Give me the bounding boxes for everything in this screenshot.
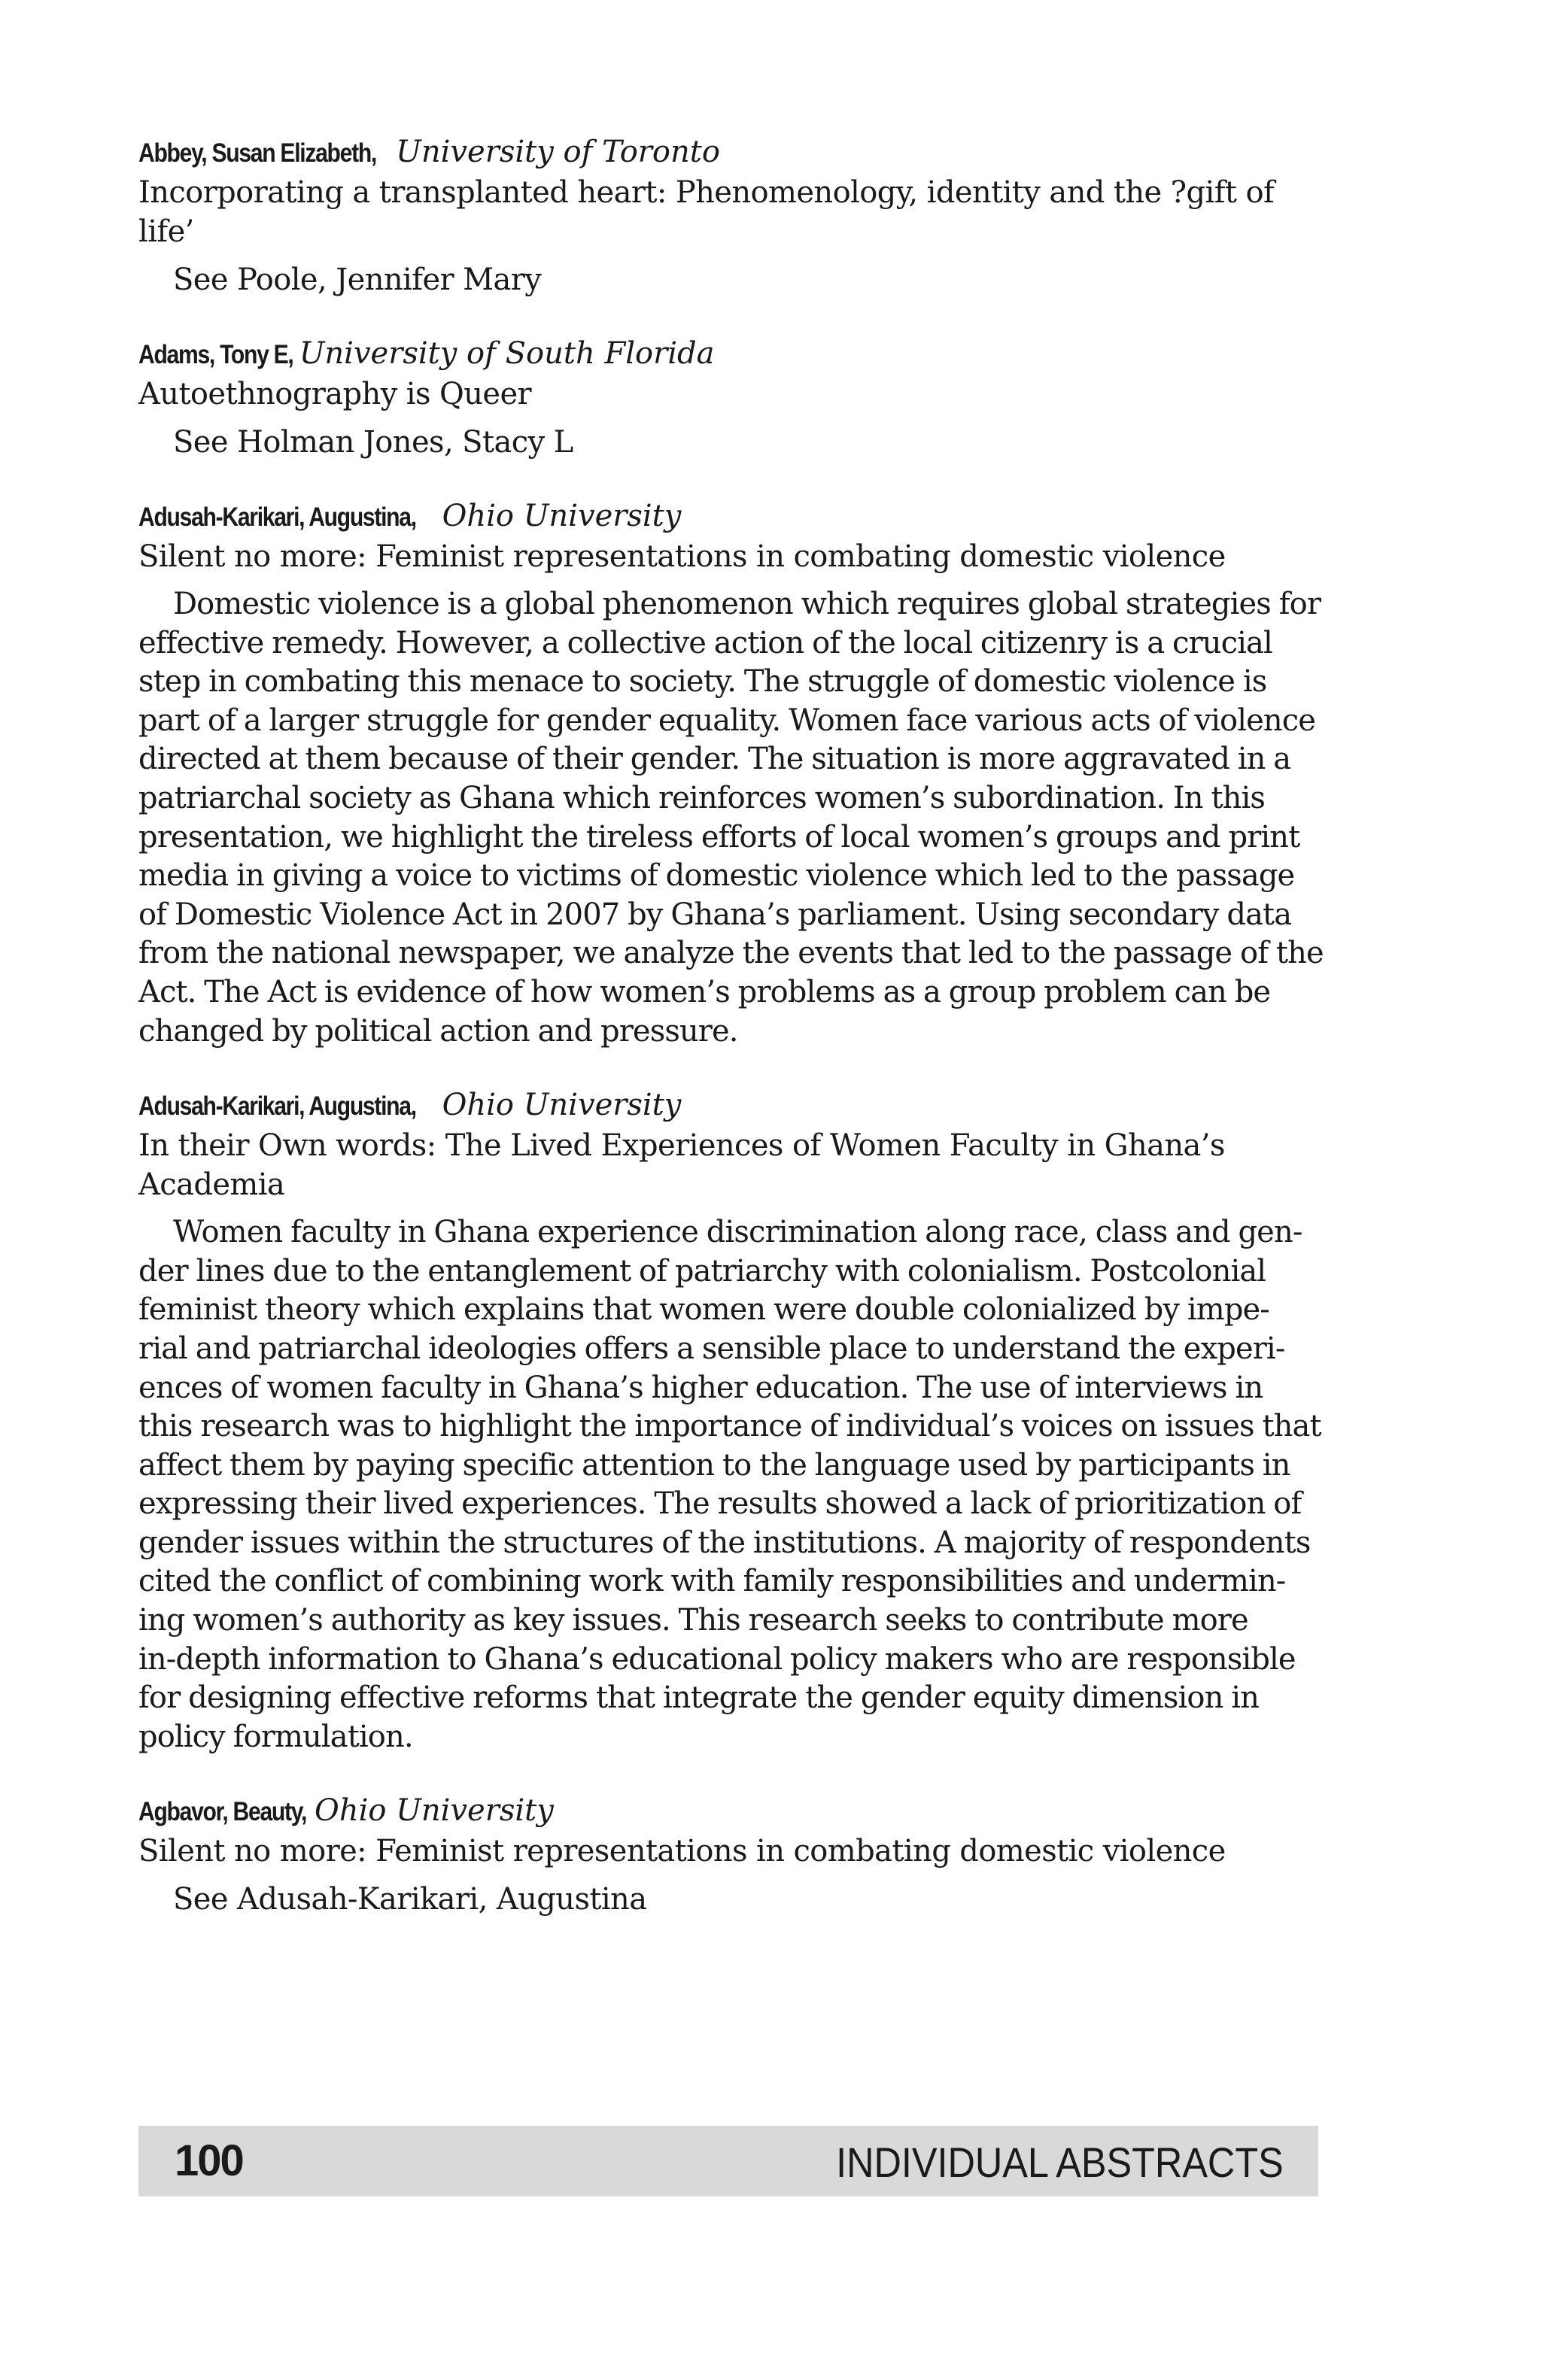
abstract-line: cited the conflict of combining work with family responsibilities and undermin- xyxy=(138,1564,1286,1599)
abstract-line: patriarchal society as Ghana which reinforces women’s subordination. In this xyxy=(138,780,1266,815)
abstract-line: presentation, we highlight the tireless efforts of local women’s groups and print xyxy=(138,819,1300,855)
abstract-line: effective remedy. However, a collective action of the local citizenry is a crucial xyxy=(138,625,1272,660)
abstract-entry xyxy=(138,496,1324,1051)
abstract-line: Women faculty in Ghana experience discrimination along race, class and gen- xyxy=(173,1215,1302,1250)
entry-heading xyxy=(138,1791,1320,1832)
abstract-title: Autoethnography is Queer xyxy=(138,377,532,411)
abstract-entry xyxy=(138,334,1320,462)
abstract-line: rial and patriarchal ideologies offers a sensible place to understand the experi- xyxy=(138,1331,1285,1366)
abstract-line: gender issues within the structures of the institutions. A majority of respondents xyxy=(138,1525,1311,1560)
abstract-line: changed by political action and pressure. xyxy=(138,1013,738,1049)
entry-heading xyxy=(138,496,1320,537)
abstract-entry xyxy=(138,1085,1320,1756)
entry-heading xyxy=(138,1085,1320,1126)
page-number: 100 xyxy=(175,2136,243,2185)
abstract-title: Incorporating a transplanted heart: Phenomenology, identity and the ?gift of life’ xyxy=(138,175,1275,249)
abstract-title: Silent no more: Feminist representations in combating domestic violence xyxy=(138,1834,1226,1869)
abstracts-page xyxy=(138,132,1324,1953)
author-name: Adams, Tony E, xyxy=(138,340,293,369)
author-affiliation: University of Toronto xyxy=(396,135,720,169)
abstract-line: from the national newspaper, we analyze the events that led to the passage of the xyxy=(138,936,1324,971)
abstract-line: ing women’s authority as key issues. This research seeks to contribute more xyxy=(138,1603,1248,1638)
author-name: Abbey, Susan Elizabeth, xyxy=(138,138,376,168)
author-name: Agbavor, Beauty, xyxy=(138,1797,307,1827)
abstract-entry xyxy=(138,132,1320,299)
abstract-line: in-depth information to Ghana’s educational policy makers who are responsible xyxy=(138,1641,1296,1677)
abstract-line: policy formulation. xyxy=(138,1719,413,1754)
abstract-title: Silent no more: Feminist representations in combating domestic violence xyxy=(138,539,1226,574)
author-name: Adusah-Karikari, Augustina, xyxy=(138,502,416,532)
abstract-line: directed at them because of their gender. The situation is more aggravated in a xyxy=(138,742,1291,777)
author-affiliation: Ohio University xyxy=(315,1793,554,1829)
author-affiliation: University of South Florida xyxy=(299,336,715,371)
abstract-line: feminist theory which explains that women were double colonialized by impe- xyxy=(138,1292,1269,1328)
cross-reference: See Holman Jones, Stacy L xyxy=(173,425,573,460)
author-affiliation: Ohio University xyxy=(442,1088,682,1123)
abstract-body xyxy=(138,585,1324,1051)
abstract-line: for designing effective reforms that integrate the gender equity dimension in xyxy=(138,1680,1260,1716)
abstract-title: In their Own words: The Lived Experiences of Women Faculty in Ghana’s Academia xyxy=(138,1128,1225,1203)
abstract-line: Domestic violence is a global phenomenon which requires global strategies for xyxy=(173,587,1321,621)
cross-reference: See Adusah-Karikari, Augustina xyxy=(173,1882,647,1917)
abstract-line: expressing their lived experiences. The results showed a lack of prioritization of xyxy=(138,1486,1302,1522)
abstract-line: part of a larger struggle for gender equality. Women face various acts of violence xyxy=(138,703,1316,738)
author-affiliation: Ohio University xyxy=(442,499,682,533)
abstract-line: ences of women faculty in Ghana’s higher education. The use of interviews in xyxy=(138,1370,1263,1405)
abstract-line: this research was to highlight the importance of individual’s voices on issues that xyxy=(138,1409,1321,1444)
entry-heading xyxy=(138,132,1320,173)
abstract-body xyxy=(138,1213,1320,1756)
page-footer xyxy=(138,2126,1318,2196)
abstract-line: affect them by paying specific attention to the language used by participants in xyxy=(138,1447,1290,1483)
abstract-line: Act. The Act is evidence of how women’s problems as a group problem can be xyxy=(138,974,1271,1009)
abstract-line: of Domestic Violence Act in 2007 by Ghana’s parliament. Using secondary data xyxy=(138,897,1292,932)
abstract-line: media in giving a voice to victims of domestic violence which led to the passage xyxy=(138,858,1295,894)
abstract-line: step in combating this menace to society. The struggle of domestic violence is xyxy=(138,664,1267,700)
section-label: INDIVIDUAL ABSTRACTS xyxy=(836,2139,1284,2186)
author-name: Adusah-Karikari, Augustina, xyxy=(138,1091,416,1122)
abstract-entry xyxy=(138,1791,1320,1919)
abstract-line: der lines due to the entanglement of patriarchy with colonialism. Postcolonial xyxy=(138,1253,1266,1289)
entry-heading xyxy=(138,334,1320,375)
cross-reference: See Poole, Jennifer Mary xyxy=(173,263,542,297)
